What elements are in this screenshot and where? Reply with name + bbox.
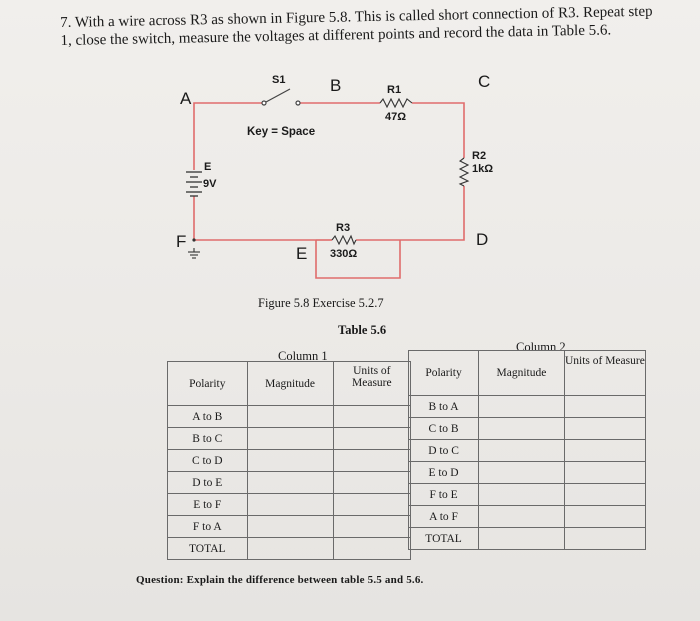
r3-resistor (332, 236, 356, 244)
column1-polarity-cell: D to E (168, 472, 248, 494)
switch-key: Key = Space (247, 126, 316, 138)
input-cell[interactable] (247, 428, 333, 450)
column2-polarity-cell: A to F (409, 506, 479, 528)
table-title: Table 5.6 (338, 323, 387, 337)
r2-resistor (460, 158, 468, 186)
node-e-label: E (296, 244, 308, 263)
circuit-wires (194, 103, 464, 278)
column2-table (408, 350, 646, 550)
table-row (168, 450, 411, 472)
input-cell[interactable] (564, 484, 645, 506)
column2-polarity-cell: E to D (409, 462, 479, 484)
input-cell[interactable] (564, 418, 645, 440)
column2-polarity-cell: B to A (409, 396, 479, 418)
column2-polarity-cell: TOTAL (409, 528, 479, 550)
input-cell[interactable] (333, 450, 410, 472)
r1-resistor (380, 99, 412, 107)
column1-header-row (168, 362, 411, 406)
table-row (409, 396, 646, 418)
table-row (168, 494, 411, 516)
r3-name: R3 (336, 222, 351, 234)
input-cell[interactable] (564, 396, 645, 418)
table-row (168, 406, 411, 428)
switch-symbol (262, 89, 300, 105)
column1-polarity-cell: A to B (168, 406, 248, 428)
column2-polarity-cell: C to B (409, 418, 479, 440)
column1-polarity-cell: B to C (168, 428, 248, 450)
column2-polarity-cell: F to E (409, 484, 479, 506)
table-row (168, 538, 411, 560)
node-d-label: D (476, 230, 489, 249)
r1-name: R1 (387, 84, 402, 96)
column1-table (167, 361, 411, 560)
input-cell[interactable] (479, 462, 565, 484)
column2-header-units: Units of Measure (564, 351, 645, 396)
table-row (409, 418, 646, 440)
input-cell[interactable] (247, 406, 333, 428)
column2-header-polarity: Polarity (409, 351, 479, 396)
node-c-label: C (478, 72, 491, 91)
ground-symbol (188, 248, 200, 258)
input-cell[interactable] (479, 418, 565, 440)
column2-polarity-cell: D to C (409, 440, 479, 462)
question-text: Question: Explain the difference between table 5.5 and 5.6. (136, 574, 424, 586)
column2-header-row (409, 351, 646, 396)
column2-title: Column 2 (516, 340, 566, 354)
table-row (409, 440, 646, 462)
input-cell[interactable] (247, 494, 333, 516)
table-row (168, 472, 411, 494)
column1-header-units: Units of Measure (333, 362, 410, 406)
table-row (409, 484, 646, 506)
input-cell[interactable] (479, 396, 565, 418)
column1-header-polarity: Polarity (168, 362, 248, 406)
r2-value: 1kΩ (472, 163, 494, 175)
wire-battery-f (194, 196, 316, 240)
figure-caption: Figure 5.8 Exercise 5.2.7 (258, 296, 384, 310)
switch-name: S1 (272, 74, 286, 86)
table-row (168, 428, 411, 450)
table-row (168, 516, 411, 538)
node-f-label: F (176, 232, 187, 251)
column1-title: Column 1 (278, 349, 328, 363)
node-a-label: A (180, 89, 192, 108)
table-row (409, 506, 646, 528)
input-cell[interactable] (564, 506, 645, 528)
battery-symbol (186, 172, 202, 196)
input-cell[interactable] (333, 516, 410, 538)
input-cell[interactable] (564, 462, 645, 484)
table-row (409, 528, 646, 550)
input-cell[interactable] (333, 428, 410, 450)
column2-header-magnitude: Magnitude (479, 351, 565, 396)
input-cell[interactable] (564, 440, 645, 462)
short-wire (316, 240, 400, 278)
input-cell[interactable] (247, 472, 333, 494)
input-cell[interactable] (247, 538, 333, 560)
input-cell[interactable] (333, 538, 410, 560)
instruction-text: 7. With a wire across R3 as shown in Figure 5.8. This is called short connection of R3. Repeat step 1, close the switch, measure the voltages at different points and record the data in Table 5.6. (60, 3, 653, 49)
r2-name: R2 (472, 150, 487, 162)
input-cell[interactable] (333, 406, 410, 428)
column1-polarity-cell: E to F (168, 494, 248, 516)
wire-r1-r2 (412, 103, 464, 158)
r3-value: 330Ω (330, 248, 358, 260)
r1-value: 47Ω (385, 111, 407, 123)
input-cell[interactable] (479, 484, 565, 506)
column1-header-magnitude: Magnitude (247, 362, 333, 406)
input-cell[interactable] (479, 528, 565, 550)
column1-polarity-cell: C to D (168, 450, 248, 472)
column1-polarity-cell: F to A (168, 516, 248, 538)
wire-a-switch (194, 103, 262, 111)
wire-r2-d (400, 186, 464, 240)
input-cell[interactable] (333, 494, 410, 516)
input-cell[interactable] (247, 516, 333, 538)
node-dot (192, 238, 195, 241)
node-b-label: B (330, 76, 342, 95)
input-cell[interactable] (333, 472, 410, 494)
input-cell[interactable] (479, 506, 565, 528)
input-cell[interactable] (479, 440, 565, 462)
node-e-top-label: E (204, 161, 212, 173)
column1-polarity-cell: TOTAL (168, 538, 248, 560)
input-cell[interactable] (247, 450, 333, 472)
input-cell[interactable] (564, 528, 645, 550)
battery-value: 9V (203, 178, 217, 190)
table-row (409, 462, 646, 484)
